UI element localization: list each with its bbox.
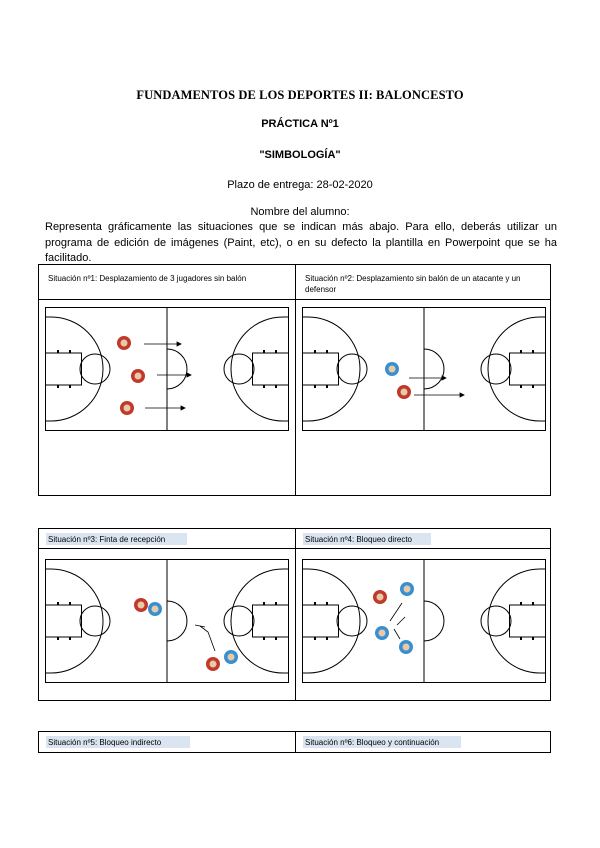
page-title: FUNDAMENTOS DE LOS DEPORTES II: BALONCESTO [136,88,464,102]
player-icon [385,362,411,399]
situation-4-caption: Situación nº4: Bloqueo directo [305,535,412,544]
situation-1-caption: Situación nº1: Desplazamiento de 3 jugadores sin balón [48,274,247,283]
practice-subtitle: "SIMBOLOGÍA" [259,149,341,161]
column-divider [295,529,296,700]
situations-table-3 [38,731,551,753]
player-icon [117,336,145,415]
deadline: Plazo de entrega: 28-02-2020 [227,179,373,191]
row-divider [39,299,550,300]
situations-table-1 [38,264,551,496]
student-name-label: Nombre del alumno: [250,206,350,218]
situation-5-caption: Situación nº5: Bloqueo indirecto [48,738,162,747]
situation-3-caption: Situación nº3: Finta de recepción [48,535,166,544]
player-icon [134,598,238,671]
court-situation-1 [45,307,289,431]
situation-2-caption: Situación nº2: Desplazamiento sin balón de un atacante y un defensor [305,274,521,294]
situations-table-2 [38,528,551,701]
column-divider [295,732,296,752]
situation-6-caption: Situación nº6: Bloqueo y continuación [305,738,440,747]
court-situation-2 [302,307,546,431]
practice-number: PRÁCTICA Nº1 [261,118,339,130]
instructions-paragraph: Representa gráficamente las situaciones que se indican más abajo. Para ello, deberás utilizar un programa de edición de imágenes (Paint, etc), o en su defecto la plantilla en Powerpoint que se ha facilitado. [45,221,557,264]
court-situation-3 [45,559,289,683]
player-icon [373,582,414,654]
court-situation-4 [302,559,546,683]
row-divider [39,548,550,549]
